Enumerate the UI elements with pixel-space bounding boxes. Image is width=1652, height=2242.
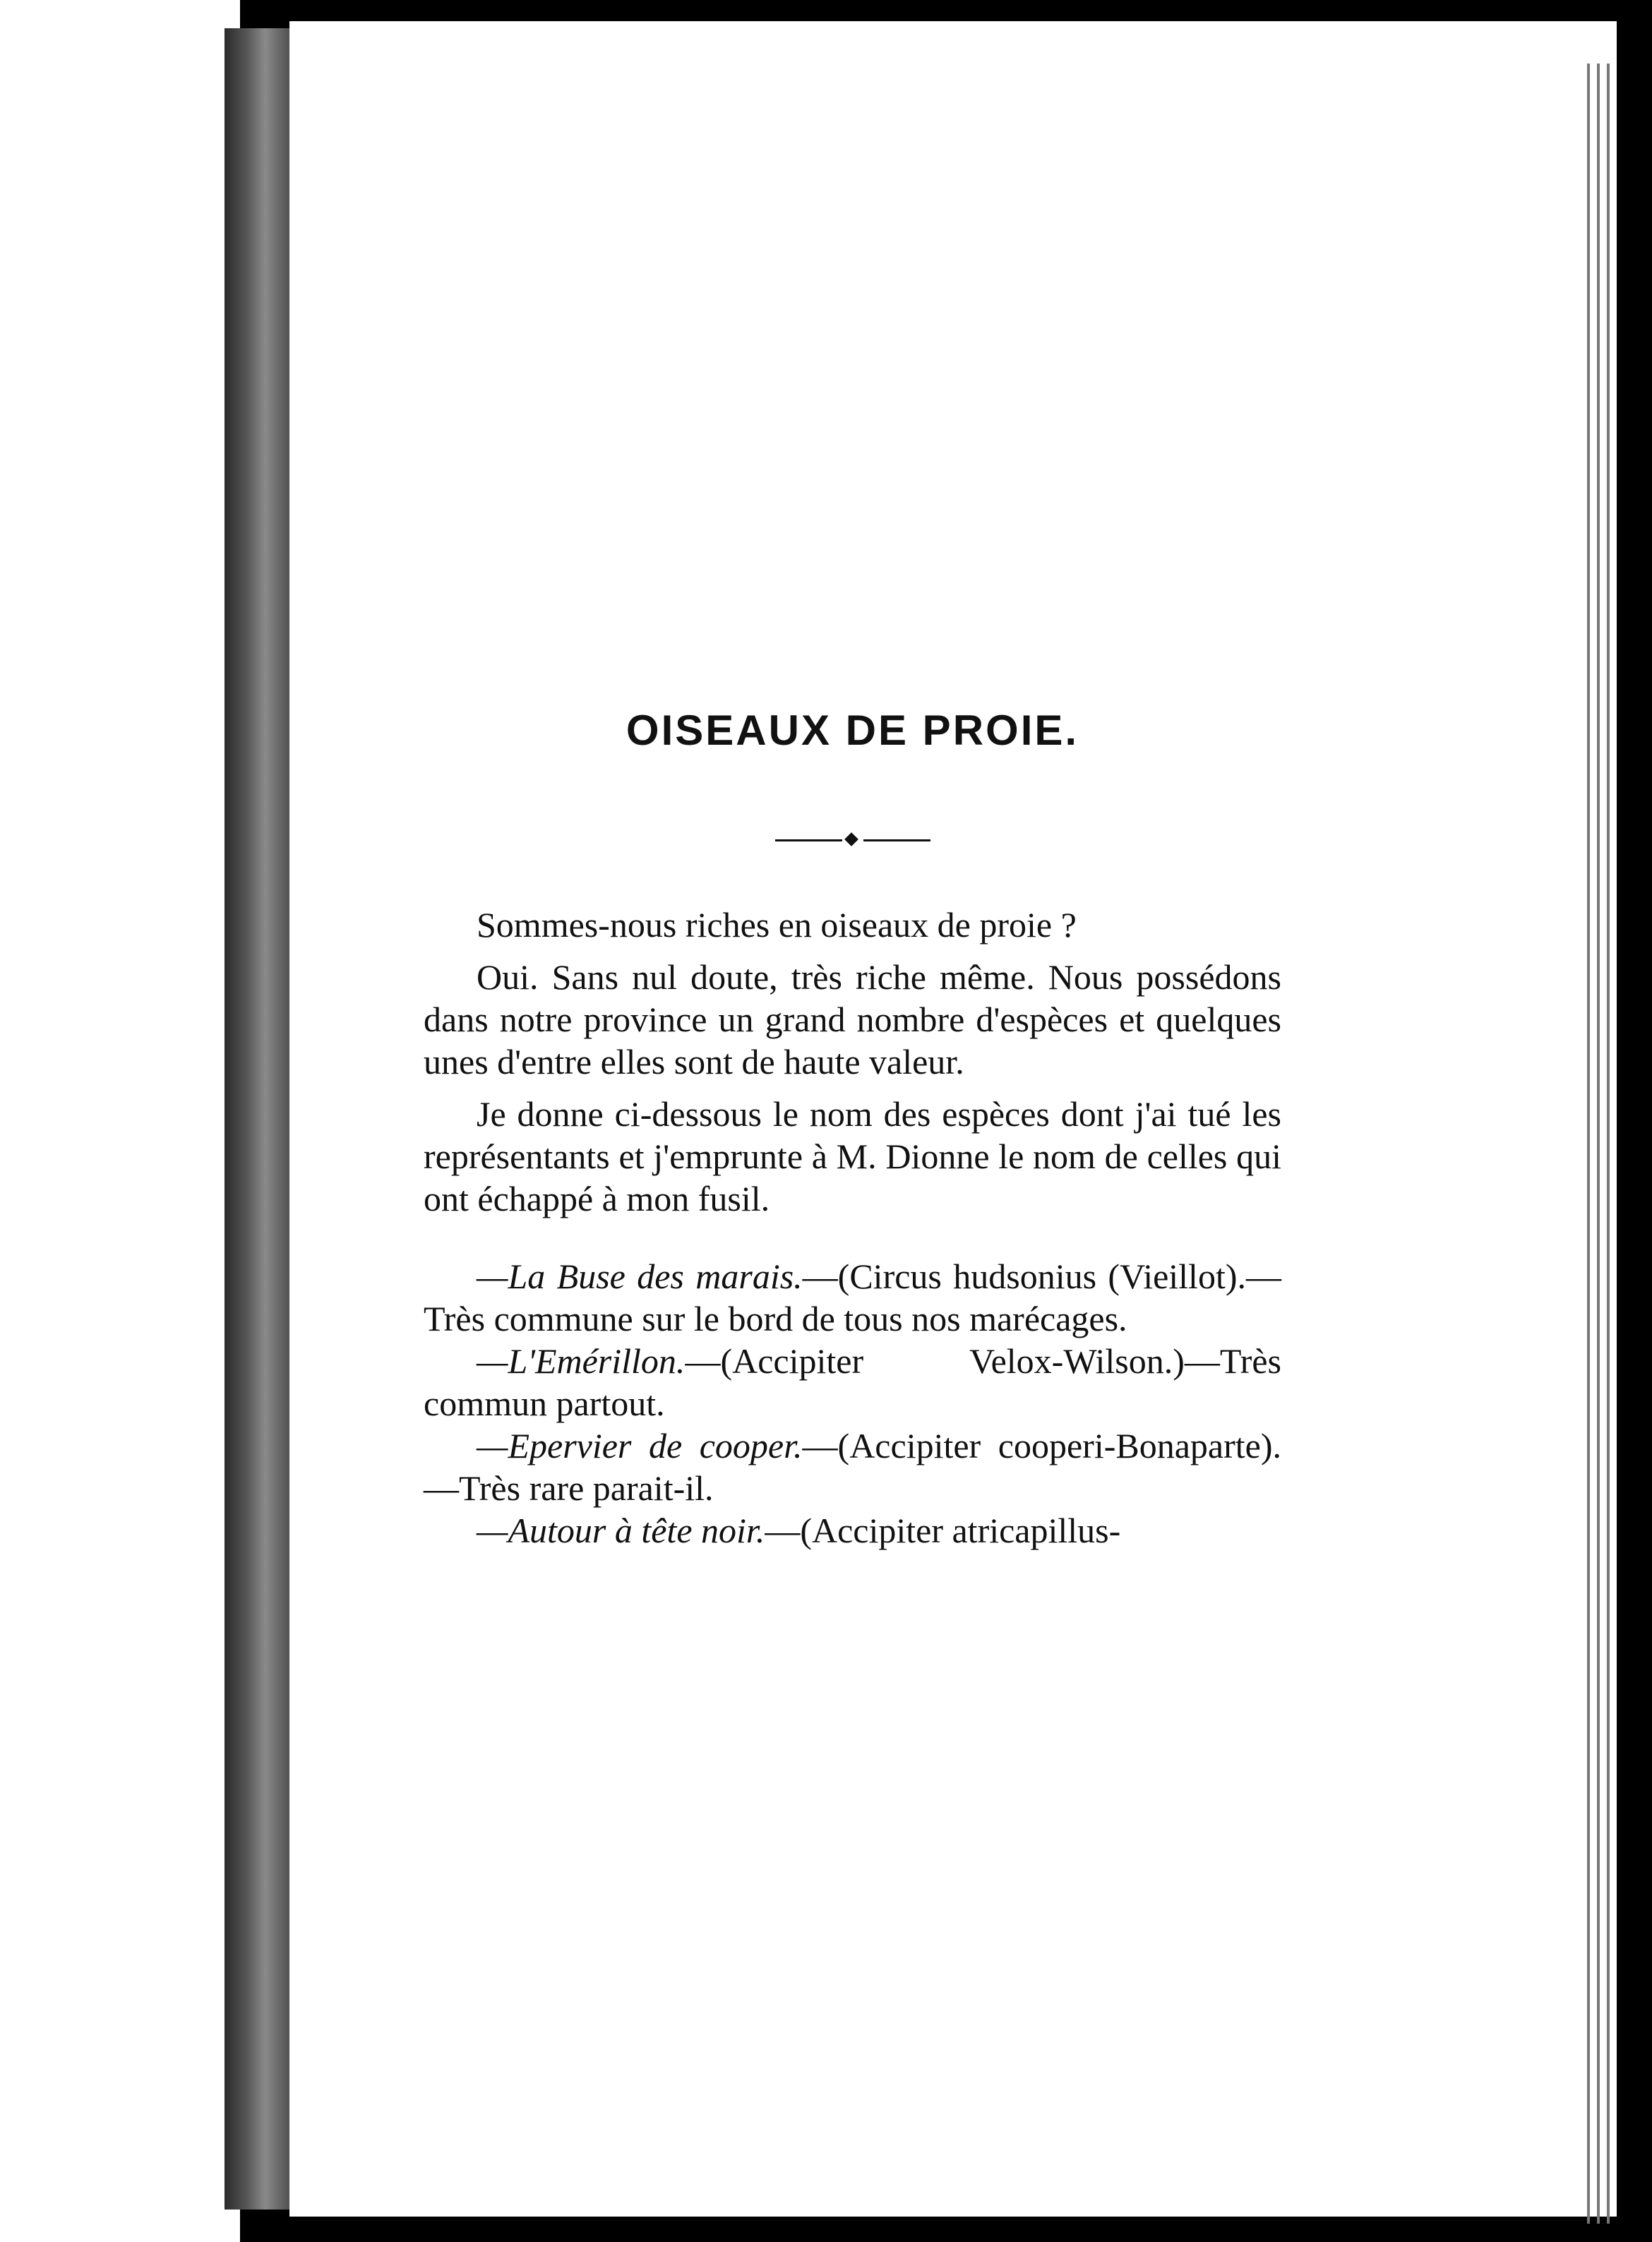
- species-description: —(Circus hudsonius (Vieillot).—Très commune sur le bord de tous nos marécages.: [424, 1257, 1281, 1338]
- species-entry: [424, 1340, 1281, 1425]
- book-spine: [225, 28, 292, 2210]
- page-edge: [1587, 64, 1590, 2224]
- intro-paragraph: Je donne ci-dessous le nom des espèces dont j'ai tué les représentants et j'emprunte à M. Dionne le nom de celles qui ont échappé à mon fusil.: [424, 1094, 1281, 1218]
- species-description: —(Accipiter Velox-Wilson.)—Très commun partout.: [424, 1341, 1281, 1423]
- page-edge: [1597, 64, 1600, 2224]
- species-name: —Epervier de cooper.: [477, 1426, 803, 1465]
- species-description: —(Accipiter atricapillus-: [765, 1511, 1121, 1550]
- species-name: —L'Emérillon.: [477, 1341, 686, 1381]
- page-edge: [1607, 64, 1610, 2224]
- divider-line: [863, 839, 930, 841]
- species-entry: [424, 1425, 1281, 1509]
- species-name: —Autour à tête noir.: [477, 1511, 765, 1550]
- species-entry: [424, 1509, 1281, 1552]
- diamond-ornament-icon: [844, 832, 858, 846]
- intro-text: [424, 904, 1281, 1220]
- species-name: —La Buse des marais.: [477, 1257, 803, 1296]
- divider-line: [775, 839, 842, 841]
- intro-paragraph: Oui. Sans nul doute, très riche même. Nous possédons dans notre province un grand nombre d'espèces et quelques unes d'entre elles sont de haute valeur.: [424, 957, 1281, 1081]
- intro-paragraph: Sommes-nous riches en oiseaux de proie ?: [477, 905, 1077, 945]
- facing-page: [0, 0, 240, 2242]
- page-content: [424, 695, 1281, 1552]
- species-list: [424, 1255, 1281, 1552]
- ornament-divider: [775, 833, 930, 847]
- species-description: —(Accipiter cooperi-Bonaparte).—Très rare parait-il.: [424, 1426, 1281, 1508]
- species-entry: [424, 1255, 1281, 1340]
- chapter-title: OISEAUX DE PROIE.: [626, 707, 1079, 754]
